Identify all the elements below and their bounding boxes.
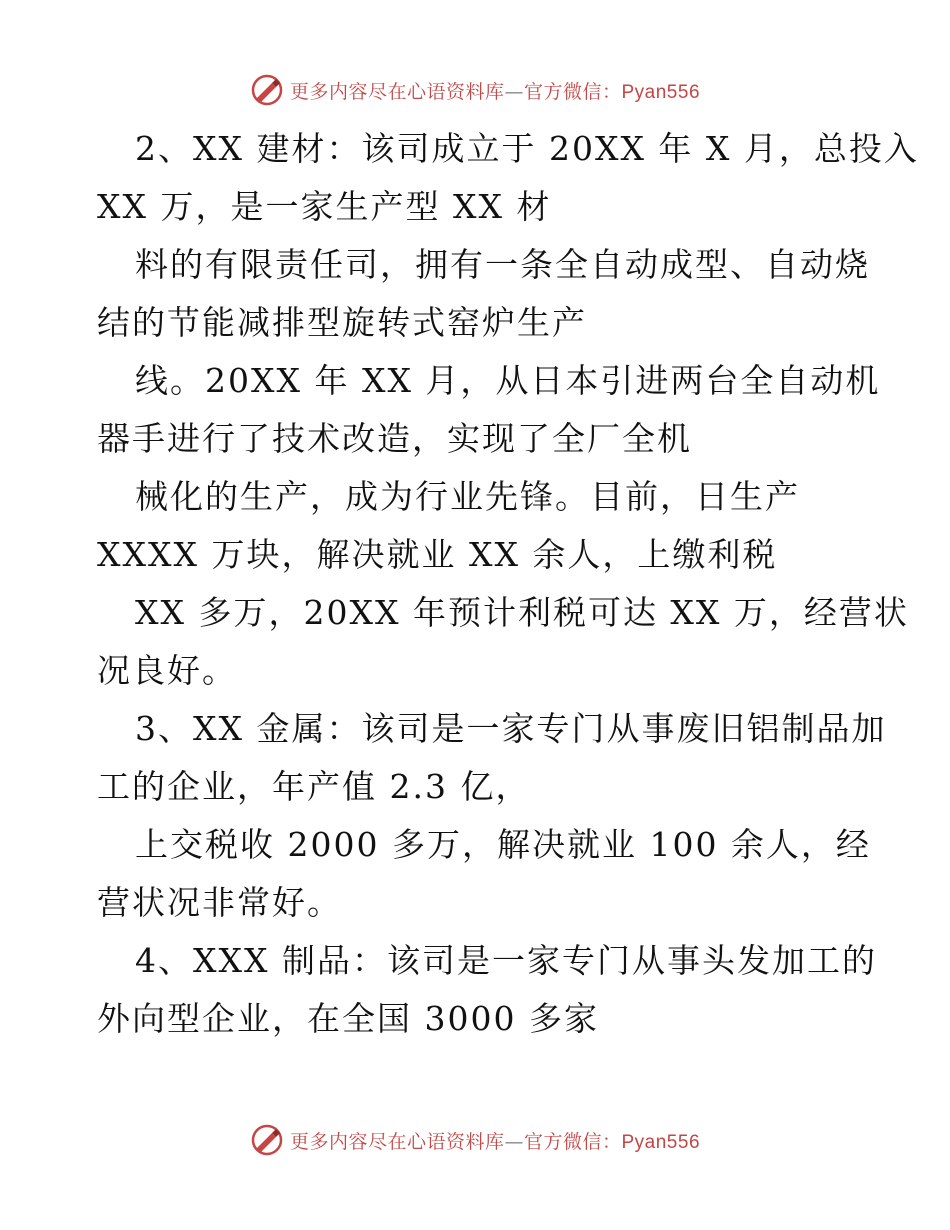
text-line: 外向型企业，在全国 3000 多家 [97, 999, 599, 1038]
watermark-main: 更多内容尽在心语资料库 [289, 80, 505, 103]
text-line: 上交税收 2000 多万，解决就业 100 余人，经 [135, 825, 871, 864]
text-line: 况良好。 [97, 651, 237, 690]
watermark-separator: — [504, 1130, 524, 1153]
watermark-main: 更多内容尽在心语资料库 [289, 1130, 505, 1153]
text-line: 结的节能减排型旋转式窑炉生产 [97, 303, 587, 342]
text-line: 营状况非常好。 [97, 883, 342, 922]
watermark-separator: — [504, 80, 524, 103]
pen-logo-icon [250, 1123, 284, 1157]
footer-watermark [0, 1120, 950, 1160]
text-line: 械化的生产，成为行业先锋。目前，日生产 [135, 477, 800, 516]
text-line: 器手进行了技术改造，实现了全厂全机 [97, 419, 692, 458]
text-line: XXXX 万块，解决就业 XX 余人，上缴利税 [97, 535, 778, 574]
watermark-label: 官方微信： [523, 80, 622, 103]
watermark-id: Pyan556 [621, 1131, 701, 1153]
watermark-text [290, 77, 700, 104]
watermark-label: 官方微信： [523, 1130, 622, 1153]
watermark-text [290, 1127, 700, 1154]
text-line: XX 多万，20XX 年预计利税可达 XX 万，经营状 [135, 593, 909, 632]
watermark-id: Pyan556 [621, 81, 701, 103]
text-line: 3、XX 金属：该司是一家专门从事废旧铝制品加 [135, 709, 887, 748]
text-line: 4、XXX 制品：该司是一家专门从事头发加工的 [135, 941, 877, 980]
header-watermark [0, 70, 950, 110]
pen-logo-icon [250, 73, 284, 107]
text-line: 线。20XX 年 XX 月，从日本引进两台全自动机 [135, 361, 881, 400]
text-line: 工的企业，年产值 2.3 亿， [97, 767, 531, 806]
text-line: 2、XX 建材：该司成立于 20XX 年 X 月，总投入 [135, 129, 919, 168]
text-line: XX 万，是一家生产型 XX 材 [97, 187, 552, 226]
text-line: 料的有限责任司，拥有一条全自动成型、自动烧 [135, 245, 870, 284]
